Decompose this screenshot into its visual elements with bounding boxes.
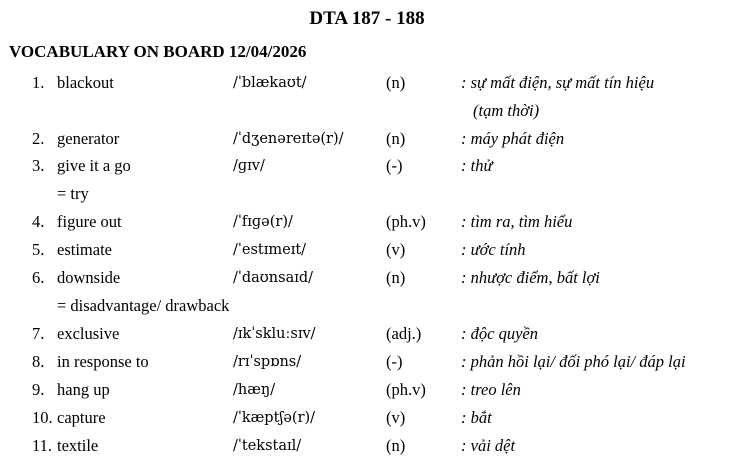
entry-number: 1. bbox=[32, 73, 45, 92]
entry-part-of-speech: (ph.v) bbox=[386, 212, 426, 231]
entry-phonetic: /ˈblækaʊt/ bbox=[233, 75, 307, 91]
entry-term: give it a go bbox=[57, 156, 131, 175]
entry-part-of-speech: (n) bbox=[386, 268, 406, 287]
entry-meaning-continued: (tạm thời) bbox=[473, 101, 540, 120]
vocab-entry bbox=[0, 434, 734, 458]
entry-part-of-speech: (v) bbox=[386, 240, 406, 259]
entry-meaning: : tìm ra, tìm hiểu bbox=[461, 212, 573, 231]
entry-meaning: : máy phát điện bbox=[461, 129, 565, 148]
entry-part-of-speech: (n) bbox=[386, 436, 406, 455]
vocab-entry bbox=[0, 266, 734, 290]
entry-meaning: : ước tính bbox=[461, 240, 526, 259]
entry-meaning: : nhược điểm, bất lợi bbox=[461, 268, 600, 287]
entry-number: 3. bbox=[32, 156, 45, 175]
entry-phonetic: /ˈtekstaɪl/ bbox=[233, 438, 302, 454]
entry-phonetic: /ˈkæptʃə(r)/ bbox=[233, 410, 316, 426]
entry-meaning: : vải dệt bbox=[461, 436, 516, 455]
entry-synonym: = disadvantage/ drawback bbox=[57, 296, 230, 315]
entry-phonetic: /ˈdaʊnsaɪd/ bbox=[233, 270, 314, 286]
document-title: DTA 187 - 188 bbox=[309, 8, 425, 29]
entry-phonetic: /ˈdʒenəreɪtə(r)/ bbox=[233, 131, 344, 147]
entry-part-of-speech: (-) bbox=[386, 352, 403, 371]
entry-number: 5. bbox=[32, 240, 45, 259]
vocabulary-heading: VOCABULARY ON BOARD 12/04/2026 bbox=[9, 42, 307, 61]
entry-phonetic: /ˈestɪmeɪt/ bbox=[233, 242, 307, 258]
vocab-entry bbox=[0, 154, 734, 178]
entry-number: 6. bbox=[32, 268, 45, 287]
vocab-entry bbox=[0, 210, 734, 234]
entry-number: 10. bbox=[32, 408, 53, 427]
entry-number: 11. bbox=[32, 436, 53, 455]
entry-synonym: = try bbox=[57, 184, 89, 203]
entry-part-of-speech: (ph.v) bbox=[386, 380, 426, 399]
vocab-entry bbox=[0, 127, 734, 151]
entry-number: 8. bbox=[32, 352, 45, 371]
entry-number: 4. bbox=[32, 212, 45, 231]
vocab-entry-synonym bbox=[0, 182, 734, 206]
vocab-entry bbox=[0, 238, 734, 262]
entry-part-of-speech: (v) bbox=[386, 408, 406, 427]
entry-meaning: : thử bbox=[461, 156, 493, 175]
entry-phonetic: /ɡɪv/ bbox=[233, 158, 265, 174]
entry-part-of-speech: (n) bbox=[386, 73, 406, 92]
entry-term: in response to bbox=[57, 352, 149, 371]
vocab-entry bbox=[0, 322, 734, 346]
entry-term: downside bbox=[57, 268, 121, 287]
entry-term: generator bbox=[57, 129, 120, 148]
entry-phonetic: /hæŋ/ bbox=[233, 382, 276, 398]
vocab-entry bbox=[0, 378, 734, 402]
entry-phonetic: /ˈfɪɡə(r)/ bbox=[233, 214, 293, 230]
entry-number: 7. bbox=[32, 324, 45, 343]
entry-phonetic: /ɪkˈskluːsɪv/ bbox=[233, 326, 316, 342]
entry-term: blackout bbox=[57, 73, 114, 92]
entry-number: 2. bbox=[32, 129, 45, 148]
entry-meaning: : sự mất điện, sự mất tín hiệu bbox=[461, 73, 655, 92]
vocab-entry bbox=[0, 406, 734, 430]
entry-term: textile bbox=[57, 436, 99, 455]
entry-meaning: : treo lên bbox=[461, 380, 521, 399]
entry-meaning: : bắt bbox=[461, 408, 492, 427]
entry-term: capture bbox=[57, 408, 106, 427]
entry-meaning: : phản hồi lại/ đối phó lại/ đáp lại bbox=[461, 352, 686, 371]
vocab-entry bbox=[0, 350, 734, 374]
entry-number: 9. bbox=[32, 380, 45, 399]
entry-term: estimate bbox=[57, 240, 112, 259]
entry-term: figure out bbox=[57, 212, 122, 231]
entry-meaning: : độc quyền bbox=[461, 324, 538, 343]
entry-phonetic: /rɪˈspɒns/ bbox=[233, 354, 302, 370]
vocab-entry-synonym bbox=[0, 294, 734, 318]
entry-term: exclusive bbox=[57, 324, 120, 343]
entry-part-of-speech: (-) bbox=[386, 156, 403, 175]
vocab-entry-continuation bbox=[0, 99, 734, 123]
vocab-entry bbox=[0, 71, 734, 95]
entry-part-of-speech: (n) bbox=[386, 129, 406, 148]
entry-part-of-speech: (adj.) bbox=[386, 324, 422, 343]
entry-term: hang up bbox=[57, 380, 110, 399]
